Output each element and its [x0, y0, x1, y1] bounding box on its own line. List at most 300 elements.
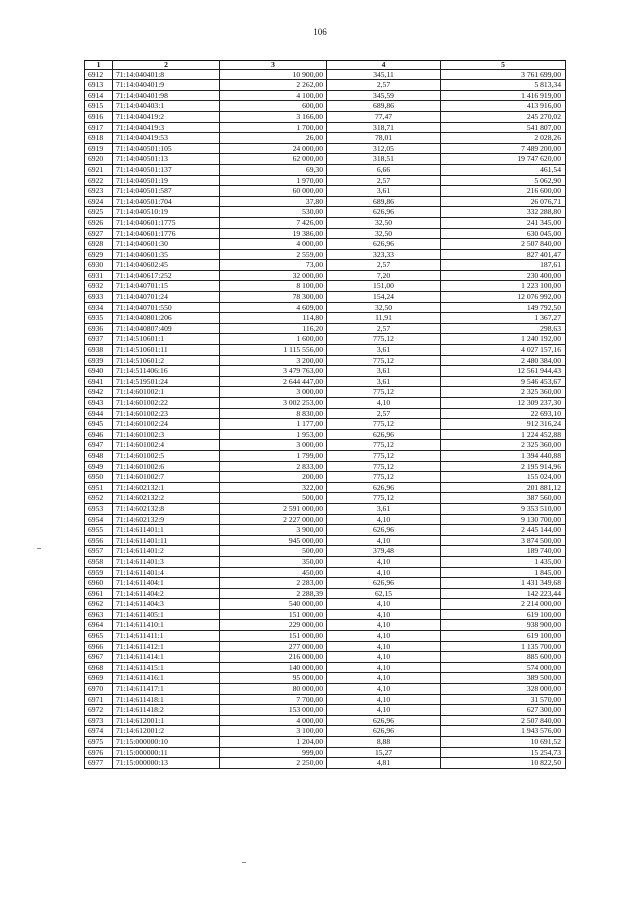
area-value-cell: 2 591 000,00 [220, 503, 327, 514]
cadastral-number-cell: 71:14:040701:15 [113, 281, 220, 292]
cadastral-number-cell: 71:14:601002:7 [113, 472, 220, 483]
row-number-cell: 6935 [85, 313, 113, 324]
cadastral-number-cell: 71:14:040401:8 [113, 69, 220, 80]
cadastral-number-cell: 71:14:611401:3 [113, 556, 220, 567]
area-value-cell: 500,00 [220, 546, 327, 557]
area-value-cell: 2 250,00 [220, 758, 327, 769]
cadastral-value-cell: 461,54 [441, 164, 566, 175]
cadastral-value-cell: 827 401,47 [441, 249, 566, 260]
cadastral-value-cell: 1 416 919,00 [441, 90, 566, 101]
table-row [85, 514, 566, 525]
column-header-2: 2 [113, 61, 220, 70]
unit-price-cell: 775,12 [327, 419, 441, 430]
row-number-cell: 6962 [85, 599, 113, 610]
area-value-cell: 8 100,00 [220, 281, 327, 292]
row-number-cell: 6971 [85, 694, 113, 705]
cadastral-number-cell: 71:14:601002:1 [113, 387, 220, 398]
table-row [85, 111, 566, 122]
table-row [85, 705, 566, 716]
cadastral-value-cell: 245 270,02 [441, 111, 566, 122]
row-number-cell: 6917 [85, 122, 113, 133]
cadastral-value-cell: 22 693,10 [441, 408, 566, 419]
area-value-cell: 24 000,00 [220, 143, 327, 154]
table-row [85, 461, 566, 472]
cadastral-value-cell: 12 561 944,43 [441, 366, 566, 377]
table-row [85, 260, 566, 271]
table-row [85, 90, 566, 101]
cadastral-value-cell: 9 546 453,67 [441, 376, 566, 387]
cadastral-number-cell: 71:14:040501:105 [113, 143, 220, 154]
unit-price-cell: 318,71 [327, 122, 441, 133]
area-value-cell: 1 953,00 [220, 429, 327, 440]
cadastral-value-cell: 5 062,90 [441, 175, 566, 186]
unit-price-cell: 775,12 [327, 461, 441, 472]
cadastral-value-cell: 9 130 700,00 [441, 514, 566, 525]
cadastral-value-cell: 885 600,00 [441, 652, 566, 663]
cadastral-number-cell: 71:14:612001:1 [113, 715, 220, 726]
area-value-cell: 3 900,00 [220, 525, 327, 536]
cadastral-value-cell: 1 435,00 [441, 556, 566, 567]
cadastral-number-cell: 71:14:601002:6 [113, 461, 220, 472]
cadastral-value-cell: 1 943 576,00 [441, 726, 566, 737]
cadastral-number-cell: 71:14:510601:1 [113, 334, 220, 345]
table-row [85, 535, 566, 546]
unit-price-cell: 6,66 [327, 164, 441, 175]
unit-price-cell: 626,96 [327, 429, 441, 440]
table-row [85, 694, 566, 705]
cadastral-value-cell: 630 045,00 [441, 228, 566, 239]
unit-price-cell: 4,10 [327, 673, 441, 684]
unit-price-cell: 4,10 [327, 620, 441, 631]
row-number-cell: 6966 [85, 641, 113, 652]
area-value-cell: 80 000,00 [220, 684, 327, 695]
unit-price-cell: 4,10 [327, 705, 441, 716]
table-row [85, 376, 566, 387]
table-row [85, 207, 566, 218]
area-value-cell: 19 386,00 [220, 228, 327, 239]
cadastral-value-cell: 2 028,26 [441, 133, 566, 144]
row-number-cell: 6965 [85, 631, 113, 642]
unit-price-cell: 4,10 [327, 567, 441, 578]
cadastral-value-cell: 2 195 914,96 [441, 461, 566, 472]
unit-price-cell: 775,12 [327, 493, 441, 504]
cadastral-value-cell: 142 223,44 [441, 588, 566, 599]
table-row [85, 631, 566, 642]
table-row [85, 493, 566, 504]
table-row [85, 154, 566, 165]
cadastral-number-cell: 71:14:602132:9 [113, 514, 220, 525]
cadastral-number-cell: 71:14:510601:11 [113, 345, 220, 356]
area-value-cell: 78 300,00 [220, 292, 327, 303]
unit-price-cell: 775,12 [327, 387, 441, 398]
area-value-cell: 600,00 [220, 101, 327, 112]
area-value-cell: 7 426,00 [220, 217, 327, 228]
area-value-cell: 32 000,00 [220, 270, 327, 281]
unit-price-cell: 345,59 [327, 90, 441, 101]
row-number-cell: 6944 [85, 408, 113, 419]
cadastral-value-table [84, 60, 566, 769]
unit-price-cell: 11,91 [327, 313, 441, 324]
cadastral-number-cell: 71:15:000000:13 [113, 758, 220, 769]
area-value-cell: 1 600,00 [220, 334, 327, 345]
row-number-cell: 6913 [85, 80, 113, 91]
table-row [85, 133, 566, 144]
area-value-cell: 26,00 [220, 133, 327, 144]
unit-price-cell: 775,12 [327, 440, 441, 451]
table-row [85, 429, 566, 440]
row-number-cell: 6929 [85, 249, 113, 260]
row-number-cell: 6941 [85, 376, 113, 387]
table-row [85, 758, 566, 769]
cadastral-number-cell: 71:14:040601:30 [113, 239, 220, 250]
area-value-cell: 500,00 [220, 493, 327, 504]
cadastral-value-cell: 1 431 349,68 [441, 578, 566, 589]
cadastral-number-cell: 71:14:611405:1 [113, 609, 220, 620]
cadastral-number-cell: 71:14:611401:1 [113, 525, 220, 536]
cadastral-number-cell: 71:14:601002:5 [113, 450, 220, 461]
row-number-cell: 6952 [85, 493, 113, 504]
cadastral-value-cell: 241 345,00 [441, 217, 566, 228]
row-number-cell: 6956 [85, 535, 113, 546]
table-row [85, 366, 566, 377]
unit-price-cell: 318,51 [327, 154, 441, 165]
area-value-cell: 37,80 [220, 196, 327, 207]
cadastral-value-cell: 2 480 384,00 [441, 355, 566, 366]
unit-price-cell: 4,10 [327, 556, 441, 567]
row-number-cell: 6958 [85, 556, 113, 567]
table-row [85, 334, 566, 345]
table-row [85, 80, 566, 91]
cadastral-number-cell: 71:14:040501:587 [113, 186, 220, 197]
cadastral-value-cell: 1 224 452,88 [441, 429, 566, 440]
cadastral-number-cell: 71:14:040419:2 [113, 111, 220, 122]
area-value-cell: 2 227 000,00 [220, 514, 327, 525]
table-row [85, 482, 566, 493]
row-number-cell: 6924 [85, 196, 113, 207]
margin-mark [37, 548, 41, 549]
cadastral-value-cell: 1 367,27 [441, 313, 566, 324]
cadastral-number-cell: 71:14:611416:1 [113, 673, 220, 684]
unit-price-cell: 345,11 [327, 69, 441, 80]
cadastral-value-cell: 2 325 360,00 [441, 387, 566, 398]
cadastral-number-cell: 71:14:612001:2 [113, 726, 220, 737]
unit-price-cell: 323,33 [327, 249, 441, 260]
footer-mark [242, 862, 246, 863]
table-row [85, 620, 566, 631]
table-header-row [85, 61, 566, 70]
row-number-cell: 6938 [85, 345, 113, 356]
row-number-cell: 6967 [85, 652, 113, 663]
area-value-cell: 3 200,00 [220, 355, 327, 366]
row-number-cell: 6975 [85, 737, 113, 748]
cadastral-number-cell: 71:14:040501:13 [113, 154, 220, 165]
row-number-cell: 6930 [85, 260, 113, 271]
row-number-cell: 6953 [85, 503, 113, 514]
row-number-cell: 6937 [85, 334, 113, 345]
area-value-cell: 1 204,00 [220, 737, 327, 748]
column-header-4: 4 [327, 61, 441, 70]
table-row [85, 387, 566, 398]
cadastral-number-cell: 71:14:510601:2 [113, 355, 220, 366]
cadastral-number-cell: 71:14:611414:1 [113, 652, 220, 663]
cadastral-value-cell: 201 881,12 [441, 482, 566, 493]
cadastral-number-cell: 71:14:040807:409 [113, 323, 220, 334]
table-row [85, 175, 566, 186]
unit-price-cell: 626,96 [327, 578, 441, 589]
cadastral-number-cell: 71:14:611417:1 [113, 684, 220, 695]
table-row [85, 345, 566, 356]
table-row [85, 588, 566, 599]
cadastral-value-cell: 187,61 [441, 260, 566, 271]
cadastral-value-cell: 332 288,80 [441, 207, 566, 218]
cadastral-value-cell: 619 100,00 [441, 609, 566, 620]
table-row [85, 641, 566, 652]
area-value-cell: 116,20 [220, 323, 327, 334]
cadastral-number-cell: 71:14:602132:1 [113, 482, 220, 493]
cadastral-value-cell: 298,63 [441, 323, 566, 334]
table-row [85, 684, 566, 695]
cadastral-number-cell: 71:14:601002:3 [113, 429, 220, 440]
cadastral-number-cell: 71:14:601002:23 [113, 408, 220, 419]
row-number-cell: 6933 [85, 292, 113, 303]
row-number-cell: 6915 [85, 101, 113, 112]
table-row [85, 186, 566, 197]
table-row [85, 164, 566, 175]
row-number-cell: 6976 [85, 747, 113, 758]
cadastral-value-cell: 26 076,71 [441, 196, 566, 207]
row-number-cell: 6919 [85, 143, 113, 154]
unit-price-cell: 4,10 [327, 641, 441, 652]
area-value-cell: 277 000,00 [220, 641, 327, 652]
area-value-cell: 3 166,00 [220, 111, 327, 122]
cadastral-value-cell: 2 325 360,00 [441, 440, 566, 451]
cadastral-value-cell: 31 570,00 [441, 694, 566, 705]
row-number-cell: 6963 [85, 609, 113, 620]
area-value-cell: 60 000,00 [220, 186, 327, 197]
cadastral-value-cell: 189 740,00 [441, 546, 566, 557]
unit-price-cell: 4,10 [327, 599, 441, 610]
cadastral-number-cell: 71:14:040601:1775 [113, 217, 220, 228]
cadastral-number-cell: 71:14:040601:35 [113, 249, 220, 260]
area-value-cell: 1 177,00 [220, 419, 327, 430]
table-row [85, 69, 566, 80]
table-row [85, 440, 566, 451]
cadastral-number-cell: 71:14:040501:19 [113, 175, 220, 186]
cadastral-number-cell: 71:14:611401:4 [113, 567, 220, 578]
cadastral-value-cell: 574 000,00 [441, 662, 566, 673]
unit-price-cell: 626,96 [327, 207, 441, 218]
table-row [85, 419, 566, 430]
cadastral-number-cell: 71:14:040401:9 [113, 80, 220, 91]
cadastral-value-cell: 149 792,50 [441, 302, 566, 313]
cadastral-number-cell: 71:14:611410:1 [113, 620, 220, 631]
table-row [85, 398, 566, 409]
area-value-cell: 4 100,00 [220, 90, 327, 101]
cadastral-number-cell: 71:14:040401:98 [113, 90, 220, 101]
table-row [85, 525, 566, 536]
table-row [85, 567, 566, 578]
row-number-cell: 6936 [85, 323, 113, 334]
row-number-cell: 6945 [85, 419, 113, 430]
area-value-cell: 95 000,00 [220, 673, 327, 684]
unit-price-cell: 3,61 [327, 366, 441, 377]
cadastral-number-cell: 71:14:040602:45 [113, 260, 220, 271]
cadastral-number-cell: 71:14:040419:3 [113, 122, 220, 133]
cadastral-value-cell: 627 300,00 [441, 705, 566, 716]
area-value-cell: 322,00 [220, 482, 327, 493]
cadastral-value-cell: 1 240 192,00 [441, 334, 566, 345]
cadastral-value-cell: 10 691,52 [441, 737, 566, 748]
row-number-cell: 6977 [85, 758, 113, 769]
area-value-cell: 4 000,00 [220, 715, 327, 726]
row-number-cell: 6955 [85, 525, 113, 536]
table-row [85, 217, 566, 228]
cadastral-number-cell: 71:14:040419:53 [113, 133, 220, 144]
table-row [85, 652, 566, 663]
cadastral-value-cell: 1 223 100,00 [441, 281, 566, 292]
cadastral-number-cell: 71:14:611411:1 [113, 631, 220, 642]
table-row [85, 313, 566, 324]
cadastral-value-cell: 1 845,00 [441, 567, 566, 578]
row-number-cell: 6926 [85, 217, 113, 228]
unit-price-cell: 78,01 [327, 133, 441, 144]
cadastral-value-cell: 541 807,00 [441, 122, 566, 133]
area-value-cell: 4 000,00 [220, 239, 327, 250]
table-row [85, 599, 566, 610]
cadastral-number-cell: 71:14:611412:1 [113, 641, 220, 652]
unit-price-cell: 3,61 [327, 186, 441, 197]
table-row [85, 355, 566, 366]
unit-price-cell: 32,50 [327, 302, 441, 313]
cadastral-number-cell: 71:14:611418:1 [113, 694, 220, 705]
table-row [85, 472, 566, 483]
area-value-cell: 69,30 [220, 164, 327, 175]
cadastral-number-cell: 71:14:601002:22 [113, 398, 220, 409]
row-number-cell: 6947 [85, 440, 113, 451]
cadastral-number-cell: 71:14:040501:704 [113, 196, 220, 207]
row-number-cell: 6959 [85, 567, 113, 578]
table-row [85, 578, 566, 589]
row-number-cell: 6946 [85, 429, 113, 440]
unit-price-cell: 4,10 [327, 684, 441, 695]
area-value-cell: 229 000,00 [220, 620, 327, 631]
data-table-container [84, 60, 565, 769]
table-row [85, 281, 566, 292]
cadastral-number-cell: 71:14:611404:3 [113, 599, 220, 610]
table-row [85, 292, 566, 303]
row-number-cell: 6916 [85, 111, 113, 122]
row-number-cell: 6912 [85, 69, 113, 80]
cadastral-value-cell: 12 309 237,30 [441, 398, 566, 409]
row-number-cell: 6923 [85, 186, 113, 197]
area-value-cell: 3 000,00 [220, 387, 327, 398]
area-value-cell: 8 830,00 [220, 408, 327, 419]
table-row [85, 609, 566, 620]
table-row [85, 239, 566, 250]
cadastral-number-cell: 71:14:040701:24 [113, 292, 220, 303]
cadastral-value-cell: 19 747 620,00 [441, 154, 566, 165]
area-value-cell: 151 000,00 [220, 631, 327, 642]
row-number-cell: 6921 [85, 164, 113, 175]
area-value-cell: 350,00 [220, 556, 327, 567]
cadastral-value-cell: 1 394 440,88 [441, 450, 566, 461]
table-row [85, 270, 566, 281]
cadastral-value-cell: 7 489 200,00 [441, 143, 566, 154]
cadastral-value-cell: 2 445 144,00 [441, 525, 566, 536]
area-value-cell: 3 100,00 [220, 726, 327, 737]
unit-price-cell: 626,96 [327, 239, 441, 250]
area-value-cell: 2 833,00 [220, 461, 327, 472]
unit-price-cell: 312,05 [327, 143, 441, 154]
cadastral-value-cell: 389 500,00 [441, 673, 566, 684]
cadastral-value-cell: 5 813,34 [441, 80, 566, 91]
table-row [85, 546, 566, 557]
column-header-3: 3 [220, 61, 327, 70]
area-value-cell: 140 000,00 [220, 662, 327, 673]
area-value-cell: 4 609,00 [220, 302, 327, 313]
row-number-cell: 6925 [85, 207, 113, 218]
area-value-cell: 200,00 [220, 472, 327, 483]
unit-price-cell: 626,96 [327, 525, 441, 536]
area-value-cell: 114,80 [220, 313, 327, 324]
table-row [85, 673, 566, 684]
unit-price-cell: 15,27 [327, 747, 441, 758]
page-number: 106 [313, 27, 327, 37]
area-value-cell: 530,00 [220, 207, 327, 218]
row-number-cell: 6961 [85, 588, 113, 599]
row-number-cell: 6949 [85, 461, 113, 472]
cadastral-value-cell: 1 135 700,00 [441, 641, 566, 652]
area-value-cell: 2 283,00 [220, 578, 327, 589]
cadastral-number-cell: 71:15:000000:11 [113, 747, 220, 758]
table-row [85, 249, 566, 260]
area-value-cell: 2 644 447,00 [220, 376, 327, 387]
area-value-cell: 1 970,00 [220, 175, 327, 186]
row-number-cell: 6969 [85, 673, 113, 684]
area-value-cell: 151 000,00 [220, 609, 327, 620]
unit-price-cell: 2,57 [327, 175, 441, 186]
cadastral-number-cell: 71:14:040801:206 [113, 313, 220, 324]
row-number-cell: 6920 [85, 154, 113, 165]
cadastral-number-cell: 71:14:040403:1 [113, 101, 220, 112]
unit-price-cell: 62,15 [327, 588, 441, 599]
area-value-cell: 73,00 [220, 260, 327, 271]
cadastral-value-cell: 9 353 510,00 [441, 503, 566, 514]
row-number-cell: 6940 [85, 366, 113, 377]
unit-price-cell: 32,50 [327, 217, 441, 228]
unit-price-cell: 3,61 [327, 345, 441, 356]
cadastral-value-cell: 938 900,00 [441, 620, 566, 631]
cadastral-number-cell: 71:14:040601:1776 [113, 228, 220, 239]
cadastral-value-cell: 3 761 699,00 [441, 69, 566, 80]
unit-price-cell: 4,10 [327, 652, 441, 663]
unit-price-cell: 2,57 [327, 408, 441, 419]
table-row [85, 503, 566, 514]
unit-price-cell: 775,12 [327, 334, 441, 345]
table-row [85, 122, 566, 133]
unit-price-cell: 2,57 [327, 323, 441, 334]
row-number-cell: 6931 [85, 270, 113, 281]
area-value-cell: 945 000,00 [220, 535, 327, 546]
table-row [85, 323, 566, 334]
unit-price-cell: 2,57 [327, 260, 441, 271]
table-row [85, 715, 566, 726]
cadastral-value-cell: 12 076 992,00 [441, 292, 566, 303]
column-header-5: 5 [441, 61, 566, 70]
cadastral-value-cell: 2 214 000,00 [441, 599, 566, 610]
unit-price-cell: 151,00 [327, 281, 441, 292]
area-value-cell: 1 700,00 [220, 122, 327, 133]
